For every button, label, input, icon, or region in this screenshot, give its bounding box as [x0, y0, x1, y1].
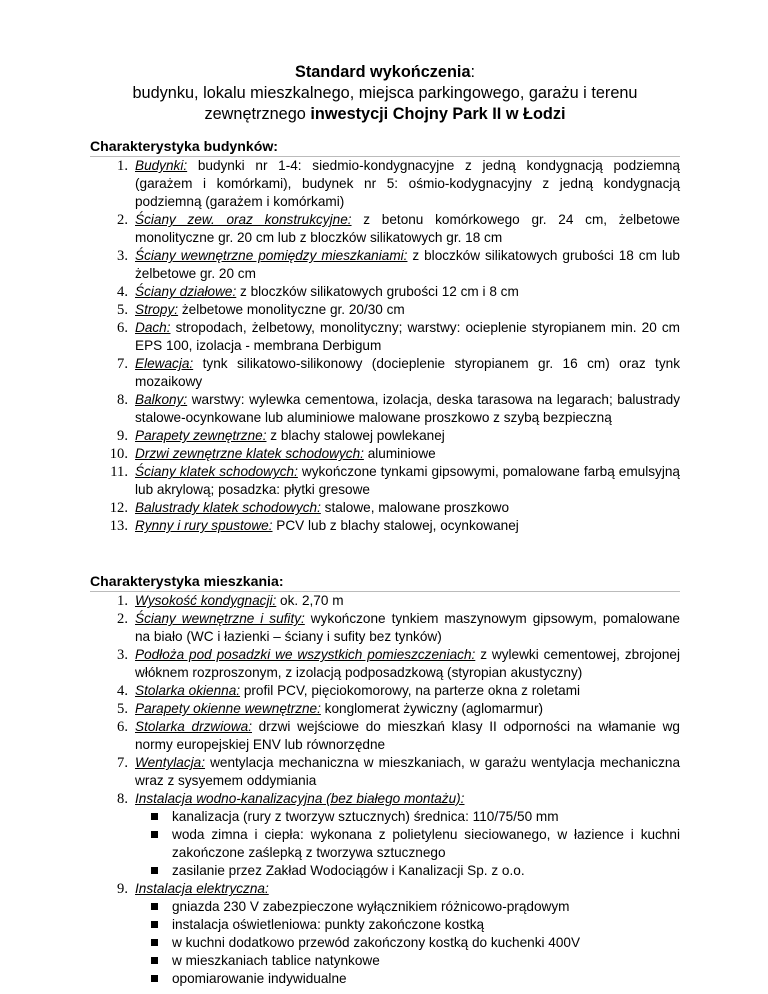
item-label: Balustrady klatek schodowych: [135, 500, 321, 515]
item-text: stalowe, malowane proszkowo [320, 500, 510, 515]
item-label: Budynki: [135, 158, 188, 173]
item-text: stropodach, żelbetowy, monolityczny; warstwy: ocieplenie styropianem min. 20 cm EPS 100, izolacja - membrana Derbigum [135, 320, 680, 353]
item-number: 5. [117, 302, 128, 318]
item-number: 1. [117, 158, 128, 174]
item-label: Wentylacja: [135, 755, 206, 770]
bullet-item [135, 916, 680, 934]
list-item [90, 319, 680, 355]
item-label: Elewacja: [135, 356, 194, 371]
bullet-text: gniazda 230 V zabezpieczone wyłącznikiem różnicowo-prądowym [172, 899, 570, 914]
bullet-text: w mieszkaniach tablice natynkowe [172, 953, 380, 968]
item-label: Parapety zewnętrzne: [135, 428, 267, 443]
item-label: Ściany wewnętrzne i sufity: [135, 611, 305, 626]
list-item [90, 301, 680, 319]
square-bullet-icon [151, 939, 158, 946]
item-number: 2. [117, 611, 128, 627]
item-label: Ściany działowe: [135, 284, 237, 299]
item-text: tynk silikatowo-silikonowy (docieplenie styropianem gr. 16 cm) oraz tynk mozaikowy [135, 356, 680, 389]
list-item [90, 700, 680, 718]
square-bullet-icon [151, 975, 158, 982]
item-label: Ściany zew. oraz konstrukcyjne: [135, 212, 352, 227]
bullet-item [135, 826, 680, 862]
item-label: Balkony: [135, 392, 188, 407]
list-item [90, 211, 680, 247]
square-bullet-icon [151, 957, 158, 964]
item-label: Instalacja wodno-kanalizacyjna (bez białego montażu): [135, 791, 465, 806]
square-bullet-icon [151, 867, 158, 874]
item-text: wykończone tynkami gipsowymi, pomalowane farbą emulsyjną lub akrylową; posadzka: płytki gresowe [135, 464, 680, 497]
section-heading: Charakterystyka mieszkania: [90, 571, 680, 592]
item-number: 4. [117, 284, 128, 300]
item-number: 4. [117, 683, 128, 699]
bullet-list [135, 898, 680, 988]
bullet-text: woda zimna i ciepła: wykonana z polietylenu sieciowanego, w łazience i kuchni zakończone zaślepką z tworzywa sztucznego [172, 827, 680, 860]
item-number: 2. [117, 212, 128, 228]
list-item [90, 247, 680, 283]
list-item [90, 592, 680, 610]
item-number: 5. [117, 701, 128, 717]
list-item [90, 718, 680, 754]
item-label: Dach: [135, 320, 171, 335]
title-line-2: budynku, lokalu mieszkalnego, miejsca parkingowego, garażu i terenu [132, 84, 638, 102]
list-item [90, 157, 680, 211]
item-number: 12. [109, 500, 128, 516]
item-label: Instalacja elektryczna: [135, 881, 269, 896]
list-item [90, 463, 680, 499]
item-number: 1. [117, 593, 128, 609]
item-text: PCV lub z blachy stalowej, ocynkowanej [272, 518, 519, 533]
item-label: Wysokość kondygnacji: [135, 593, 277, 608]
item-text: z bloczków silikatowych grubości 18 cm lub żelbetowe gr. 20 cm [135, 248, 680, 281]
item-label: Stropy: [135, 302, 179, 317]
bullet-item [135, 970, 680, 988]
section-heading: Charakterystyka budynków: [90, 136, 680, 157]
item-number: 11. [110, 464, 128, 480]
item-text: wentylacja mechaniczna w mieszkaniach, w garażu wentylacja mechaniczna wraz z sysyemem oddymiania [135, 755, 680, 788]
bullet-item [135, 934, 680, 952]
item-text: aluminiowe [363, 446, 436, 461]
item-label: Podłoża pod posadzki we wszystkich pomieszczeniach: [135, 647, 476, 662]
bullet-text: kanalizacja (rury z tworzyw sztucznych) średnica: 110/75/50 mm [172, 809, 559, 824]
item-text: budynki nr 1-4: siedmio-kondygnacyjne z jedną kondygnacją podziemną (garażem i komórkami), budynek nr 5: ośmio-kodygnacyjny z jedną kondygnacją podziemną (garażem i komórkami) [135, 158, 680, 209]
numbered-list [90, 592, 680, 988]
bullet-item [135, 862, 680, 880]
list-item [90, 427, 680, 445]
item-text: żelbetowe monolityczne gr. 20/30 cm [178, 302, 405, 317]
list-item [90, 517, 680, 535]
bullet-text: opomiarowanie indywidualne [172, 971, 347, 986]
square-bullet-icon [151, 813, 158, 820]
document-title: Standard wykończenia: budynku, lokalu mieszkalnego, miejsca parkingowego, garażu i terenu zewnętrznego inwestycji Chojny Park II w Łodzi [90, 62, 680, 125]
item-text: drzwi wejściowe do mieszkań klasy II odporności na włamanie wg normy europejskiej ENV lub równorzędne [135, 719, 680, 752]
bullet-text: instalacja oświetleniowa: punkty zakończone kostką [172, 917, 485, 932]
list-item [90, 499, 680, 517]
item-text: konglomerat żywiczny (aglomarmur) [320, 701, 543, 716]
item-number: 3. [117, 647, 128, 663]
item-number: 13. [109, 518, 128, 534]
item-number: 7. [117, 356, 128, 372]
item-text: ok. 2,70 m [276, 593, 344, 608]
item-text: z bloczków silikatowych grubości 12 cm i 8 cm [236, 284, 519, 299]
list-item [90, 646, 680, 682]
bullet-item [135, 898, 680, 916]
item-text: profil PCV, pięciokomorowy, na parterze okna z roletami [240, 683, 581, 698]
bullet-text: w kuchni dodatkowo przewód zakończony kostką do kuchenki 400V [172, 935, 581, 950]
list-item [90, 682, 680, 700]
title-investment: inwestycji Chojny Park II w Łodzi [310, 105, 566, 123]
item-number: 6. [117, 719, 128, 735]
item-label: Drzwi zewnętrzne klatek schodowych: [135, 446, 364, 461]
section-apartment [90, 571, 680, 988]
item-text: z betonu komórkowego gr. 24 cm, żelbetowe monolityczne gr. 20 cm lub z bloczków silikatowych gr. 18 cm [135, 212, 680, 245]
item-label: Stolarka okienna: [135, 683, 241, 698]
square-bullet-icon [151, 831, 158, 838]
item-label: Ściany wewnętrzne pomiędzy mieszkaniami: [135, 248, 408, 263]
list-item [90, 283, 680, 301]
title-bold: Standard wykończenia [294, 63, 471, 81]
item-number: 9. [117, 881, 128, 897]
item-number: 8. [117, 392, 128, 408]
square-bullet-icon [151, 903, 158, 910]
item-number: 3. [117, 248, 128, 264]
list-item [90, 880, 680, 988]
list-item [90, 790, 680, 880]
item-number: 9. [117, 428, 128, 444]
square-bullet-icon [151, 921, 158, 928]
item-number: 8. [117, 791, 128, 807]
bullet-list [135, 808, 680, 880]
bullet-item [135, 808, 680, 826]
list-item [90, 610, 680, 646]
bullet-text: zasilanie przez Zakład Wodociągów i Kanalizacji Sp. z o.o. [172, 863, 525, 878]
item-number: 6. [117, 320, 128, 336]
item-label: Rynny i rury spustowe: [135, 518, 273, 533]
item-number: 7. [117, 755, 128, 771]
item-text: z wylewki cementowej, zbrojonej włóknem rozproszonym, z izolacją podposadzkową (styropian akustyczny) [135, 647, 680, 680]
item-label: Stolarka drzwiowa: [135, 719, 252, 734]
list-item [90, 355, 680, 391]
list-item [90, 445, 680, 463]
section-buildings [90, 136, 680, 535]
list-item [90, 754, 680, 790]
item-text: wykończone tynkiem maszynowym gipsowym, pomalowane na biało (WC i łazienki – ściany i sufity bez tynków) [135, 611, 680, 644]
bullet-item [135, 952, 680, 970]
item-number: 10. [109, 446, 128, 462]
item-label: Parapety okienne wewnętrzne: [135, 701, 321, 716]
item-text: warstwy: wylewka cementowa, izolacja, deska tarasowa na legarach; balustrady stalowe-ocynkowane lub aluminiowe malowane proszkowo z szybą bezpieczną [135, 392, 680, 425]
list-item [90, 391, 680, 427]
item-label: Ściany klatek schodowych: [135, 464, 298, 479]
item-text: z blachy stalowej powlekanej [266, 428, 445, 443]
numbered-list [90, 157, 680, 535]
